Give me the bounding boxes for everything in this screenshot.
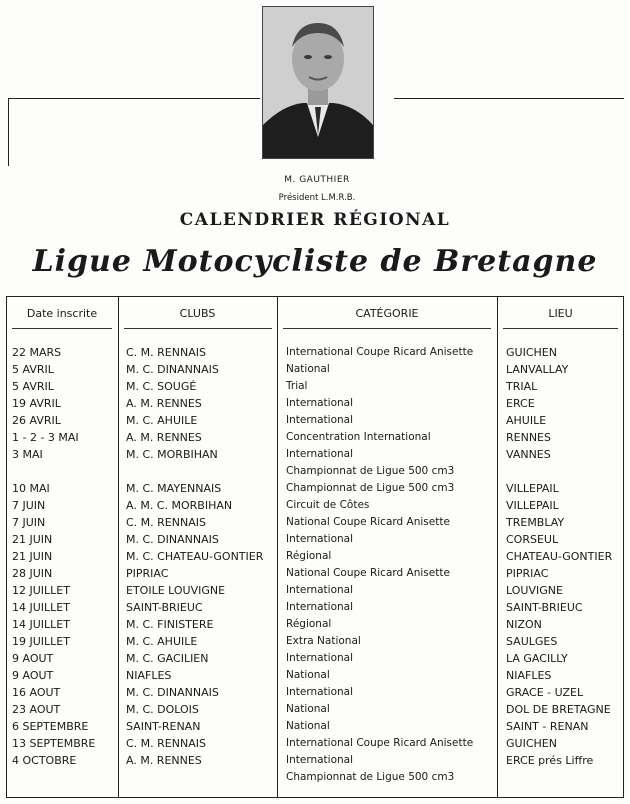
event-club: M. C. DINANNAIS xyxy=(126,686,219,699)
event-date: 9 AOUT xyxy=(12,669,54,682)
event-club: M. C. CHATEAU-GONTIER xyxy=(126,550,264,563)
event-location: TREMBLAY xyxy=(506,516,565,529)
event-category-line: Extra National xyxy=(286,635,361,647)
event-category-line: Championnat de Ligue 500 cm3 xyxy=(286,482,455,494)
table-row xyxy=(0,497,630,514)
table-row xyxy=(0,361,630,378)
event-category-line: International Coupe Ricard Anisette xyxy=(286,737,474,749)
table-row xyxy=(0,514,630,531)
frame-rule-right xyxy=(394,98,624,99)
event-category-line: International xyxy=(286,397,354,409)
event-location: VILLEPAIL xyxy=(506,482,559,495)
event-category xyxy=(286,548,496,565)
table-row xyxy=(0,667,630,684)
table-row xyxy=(0,633,630,650)
event-date: 3 MAI xyxy=(12,448,43,461)
event-category xyxy=(286,446,496,480)
event-category-line: International xyxy=(286,754,354,766)
event-category-line: Circuit de Côtes xyxy=(286,499,370,511)
event-date: 19 AVRIL xyxy=(12,397,61,410)
president-portrait xyxy=(262,6,374,159)
event-club: PIPRIAC xyxy=(126,567,169,580)
event-category xyxy=(286,599,496,616)
event-category xyxy=(286,429,496,446)
table-row xyxy=(0,650,630,667)
event-date: 26 AVRIL xyxy=(12,414,61,427)
event-category-line: International xyxy=(286,414,354,426)
event-club: M. C. DINANNAIS xyxy=(126,533,219,546)
event-location: ERCE xyxy=(506,397,535,410)
event-category xyxy=(286,735,496,752)
event-location: RENNES xyxy=(506,431,551,444)
event-category-line: National xyxy=(286,703,330,715)
event-date: 16 AOUT xyxy=(12,686,61,699)
event-location: VANNES xyxy=(506,448,551,461)
event-date: 22 MARS xyxy=(12,346,62,359)
event-date: 4 OCTOBRE xyxy=(12,754,77,767)
event-category-line: National xyxy=(286,669,330,681)
event-club: ETOILE LOUVIGNE xyxy=(126,584,226,597)
event-club: A. M. RENNES xyxy=(126,397,202,410)
event-date: 1 - 2 - 3 MAI xyxy=(12,431,79,444)
event-category xyxy=(286,565,496,582)
event-category-line: Championnat de Ligue 500 cm3 xyxy=(286,465,455,477)
event-date: 28 JUIN xyxy=(12,567,53,580)
event-location: SAINT - RENAN xyxy=(506,720,589,733)
event-club: C. M. RENNAIS xyxy=(126,516,206,529)
event-location: LOUVIGNE xyxy=(506,584,563,597)
event-category xyxy=(286,531,496,548)
event-category xyxy=(286,667,496,684)
header-rule xyxy=(283,328,491,329)
event-category xyxy=(286,361,496,378)
event-location: GRACE - UZEL xyxy=(506,686,584,699)
event-location: GUICHEN xyxy=(506,346,557,359)
event-category-line: International xyxy=(286,652,354,664)
table-row xyxy=(0,735,630,752)
event-category-line: Régional xyxy=(286,550,332,562)
event-category xyxy=(286,684,496,701)
event-location: VILLEPAIL xyxy=(506,499,559,512)
event-club: M. C. MORBIHAN xyxy=(126,448,218,461)
table-row xyxy=(0,548,630,565)
table-row xyxy=(0,395,630,412)
table-row xyxy=(0,429,630,446)
event-date: 7 JUIN xyxy=(12,499,46,512)
table-row xyxy=(0,446,630,480)
event-category-line: Championnat de Ligue 500 cm3 xyxy=(286,771,455,783)
event-club: M. C. MAYENNAIS xyxy=(126,482,222,495)
event-category xyxy=(286,718,496,735)
event-location: PIPRIAC xyxy=(506,567,549,580)
event-club: A. M. RENNES xyxy=(126,754,202,767)
table-row xyxy=(0,616,630,633)
header-lieu: LIEU xyxy=(548,307,573,320)
table-row xyxy=(0,582,630,599)
frame-rule-left xyxy=(8,98,260,99)
event-date: 12 JUILLET xyxy=(12,584,70,597)
event-date: 14 JUILLET xyxy=(12,618,70,631)
table-row xyxy=(0,752,630,786)
event-club: A. M. RENNES xyxy=(126,431,202,444)
table-row xyxy=(0,480,630,497)
event-location: TRIAL xyxy=(506,380,538,393)
frame-rule-left-vertical xyxy=(8,98,9,166)
event-category-line: Concentration International xyxy=(286,431,431,443)
event-location: SAINT-BRIEUC xyxy=(506,601,583,614)
calendar-title: CALENDRIER RÉGIONAL xyxy=(179,210,451,230)
event-club: NIAFLES xyxy=(126,669,172,682)
header-date: Date inscrite xyxy=(26,307,98,320)
event-location: DOL DE BRETAGNE xyxy=(506,703,611,716)
header-clubs: CLUBS xyxy=(179,307,216,320)
table-row xyxy=(0,684,630,701)
event-location: GUICHEN xyxy=(506,737,557,750)
event-date: 14 JUILLET xyxy=(12,601,70,614)
event-club: M. C. DINANNAIS xyxy=(126,363,219,376)
event-category-line: International xyxy=(286,448,354,460)
event-category xyxy=(286,752,496,786)
event-category-line: National Coupe Ricard Anisette xyxy=(286,567,450,579)
event-club: M. C. AHUILE xyxy=(126,414,198,427)
event-category-line: National xyxy=(286,363,330,375)
event-category xyxy=(286,514,496,531)
table-row xyxy=(0,412,630,429)
event-category-line: International Coupe Ricard Anisette xyxy=(286,346,474,358)
event-category xyxy=(286,616,496,633)
event-club: M. C. AHUILE xyxy=(126,635,198,648)
event-category-line: National xyxy=(286,720,330,732)
header-rule xyxy=(12,328,112,329)
event-location: NIAFLES xyxy=(506,669,552,682)
event-club: SAINT-RENAN xyxy=(126,720,201,733)
event-date: 13 SEPTEMBRE xyxy=(12,737,96,750)
event-date: 10 MAI xyxy=(12,482,50,495)
event-category-line: International xyxy=(286,584,354,596)
event-date: 5 AVRIL xyxy=(12,363,54,376)
calendar-rows xyxy=(0,344,630,786)
event-category xyxy=(286,497,496,514)
portrait-caption-role: Président L.M.R.B. xyxy=(278,193,356,203)
event-category-line: International xyxy=(286,533,354,545)
event-location: CORSEUL xyxy=(506,533,559,546)
event-club: M. C. SOUGÉ xyxy=(126,380,197,393)
event-location: CHATEAU-GONTIER xyxy=(506,550,613,563)
event-club: M. C. DOLOIS xyxy=(126,703,199,716)
event-date: 7 JUIN xyxy=(12,516,46,529)
event-date: 23 AOUT xyxy=(12,703,61,716)
event-category xyxy=(286,701,496,718)
table-row xyxy=(0,718,630,735)
event-club: C. M. RENNAIS xyxy=(126,346,206,359)
event-category xyxy=(286,344,496,361)
event-location: SAULGES xyxy=(506,635,558,648)
event-location: NIZON xyxy=(506,618,542,631)
header-rule xyxy=(503,328,618,329)
event-category xyxy=(286,395,496,412)
event-location: LA GACILLY xyxy=(506,652,568,665)
event-date: 5 AVRIL xyxy=(12,380,54,393)
event-date: 9 AOUT xyxy=(12,652,54,665)
event-date: 21 JUIN xyxy=(12,533,53,546)
event-club: M. C. FINISTERE xyxy=(126,618,214,631)
table-row xyxy=(0,599,630,616)
event-category xyxy=(286,633,496,650)
event-club: SAINT-BRIEUC xyxy=(126,601,203,614)
event-category xyxy=(286,412,496,429)
event-date: 6 SEPTEMBRE xyxy=(12,720,89,733)
header-categorie: CATÉGORIE xyxy=(355,307,419,320)
table-row xyxy=(0,531,630,548)
league-title: Ligue Motocycliste de Bretagne xyxy=(32,244,598,279)
event-category xyxy=(286,378,496,395)
event-location: AHUILE xyxy=(506,414,547,427)
event-category xyxy=(286,650,496,667)
portrait-caption-name: M. GAUTHIER xyxy=(284,175,350,185)
event-category-line: International xyxy=(286,686,354,698)
header-rule xyxy=(124,328,272,329)
table-row xyxy=(0,565,630,582)
event-location: ERCE prés Liffre xyxy=(506,754,594,767)
event-category-line: National Coupe Ricard Anisette xyxy=(286,516,450,528)
event-category-line: International xyxy=(286,601,354,613)
event-category-line: Trial xyxy=(286,380,308,392)
event-category-line: Régional xyxy=(286,618,332,630)
table-row xyxy=(0,378,630,395)
event-club: A. M. C. MORBIHAN xyxy=(126,499,233,512)
event-category xyxy=(286,582,496,599)
event-category xyxy=(286,480,496,497)
event-club: C. M. RENNAIS xyxy=(126,737,206,750)
event-date: 19 JUILLET xyxy=(12,635,70,648)
event-date: 21 JUIN xyxy=(12,550,53,563)
table-row xyxy=(0,701,630,718)
table-row xyxy=(0,344,630,361)
event-club: M. C. GACILIEN xyxy=(126,652,209,665)
event-location: LANVALLAY xyxy=(506,363,569,376)
